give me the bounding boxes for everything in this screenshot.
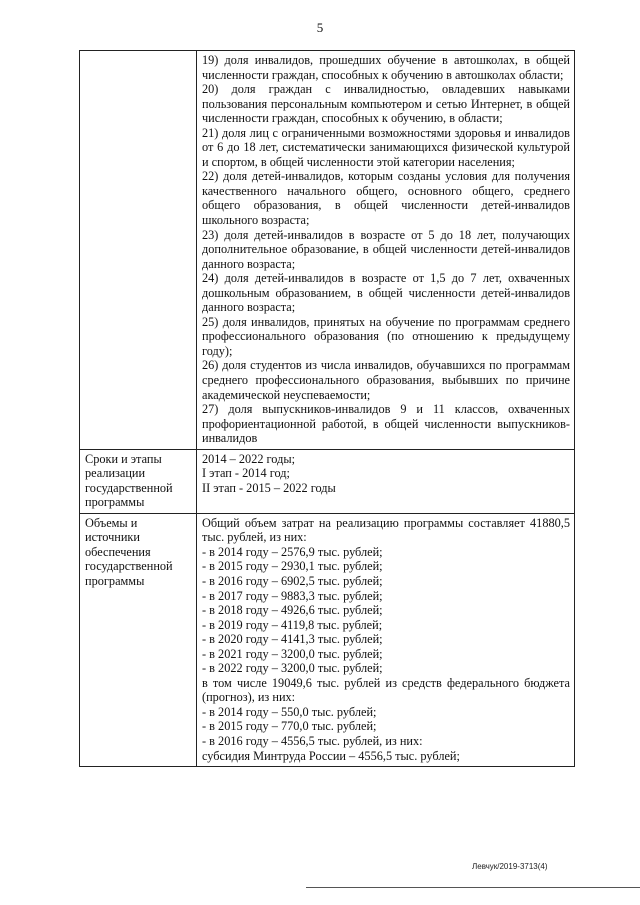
funding-cell [197,513,575,766]
funding-item: Общий объем затрат на реализацию программы составляет 41880,5 тыс. рублей, из них: [202,515,570,545]
target-indicators-cell [197,51,575,450]
funding-item: - в 2016 году – 4556,5 тыс. рублей, из них: [202,733,423,748]
funding-item: - в 2014 году – 550,0 тыс. рублей; [202,704,377,719]
funding-item: - в 2020 году – 4141,3 тыс. рублей; [202,632,383,647]
indicator-item: 22) доля детей-инвалидов, которым созданы условия для получения качественного начального общего, основного общего, среднего общего образования, в общей численности детей-инвалидов школьного возраста; [202,169,570,228]
funding-item: - в 2015 году – 2930,1 тыс. рублей; [202,559,383,574]
indicator-item: 19) доля инвалидов, прошедших обучение в автошколах, в общей численности граждан, способных к обучению в автошколах области; [202,53,570,82]
indicator-item: 27) доля выпускников-инвалидов 9 и 11 классов, охваченных профориентационной работой, в общей численности выпускников-инвалидов [202,402,570,446]
timeline-item: I этап - 2014 год; [202,466,290,481]
funding-item: - в 2015 году – 770,0 тыс. рублей; [202,719,377,734]
funding-item: в том числе 19049,6 тыс. рублей из средств федерального бюджета (прогноз), из них: [202,675,570,705]
indicator-item: 24) доля детей-инвалидов в возрасте от 1,5 до 7 лет, охваченных дошкольным образованием, в общей численности детей-инвалидов данного возраста; [202,271,570,315]
indicator-item: 26) доля студентов из числа инвалидов, обучавшихся по программам среднего профессионального образования, выбывших по причине академической неуспеваемости; [202,358,570,402]
funding-item: - в 2016 году – 6902,5 тыс. рублей; [202,573,383,588]
footer-rule [306,887,640,888]
indicator-item: 25) доля инвалидов, принятых на обучение по программам среднего профессионального образования (по отношению к предыдущему году); [202,314,570,358]
row-label: Сроки и этапы реализации государственной программы [80,449,197,513]
indicator-item: 23) доля детей-инвалидов в возрасте от 5 до 18 лет, получающих дополнительное образование, в общей численности детей-инвалидов данного возраста; [202,227,570,271]
funding-item: - в 2022 году – 3200,0 тыс. рублей; [202,661,383,676]
timeline-item: 2014 – 2022 годы; [202,451,296,466]
table-row [80,449,575,513]
row-label: Объемы и источники обеспечения государственной программы [80,513,197,766]
table-row [80,51,575,450]
funding-item: - в 2017 году – 9883,3 тыс. рублей; [202,588,383,603]
table-row [80,513,575,766]
funding-item: - в 2018 году – 4926,6 тыс. рублей; [202,603,383,618]
document-stamp: Левчук/2019-3713(4) [472,862,548,871]
indicator-item: 21) доля лиц с ограниченными возможностями здоровья и инвалидов от 6 до 18 лет, систематически занимающихся физической культурой и спортом, в общей численности этой категории населения; [202,125,570,169]
funding-item: - в 2019 году – 4119,8 тыс. рублей; [202,617,383,632]
page-number: 5 [316,20,324,35]
program-passport-table [79,50,575,767]
timeline-cell [197,449,575,513]
row-label [80,51,197,450]
funding-item: субсидия Минтруда России – 4556,5 тыс. рублей; [202,748,460,763]
funding-item: - в 2021 году – 3200,0 тыс. рублей; [202,646,383,661]
timeline-item: II этап - 2015 – 2022 годы [202,480,336,495]
funding-item: - в 2014 году – 2576,9 тыс. рублей; [202,544,383,559]
indicator-item: 20) доля граждан с инвалидностью, овладевших навыками пользования персональным компьютером и сетью Интернет, в общей численности граждан, способных к обучению, в области; [202,82,570,126]
